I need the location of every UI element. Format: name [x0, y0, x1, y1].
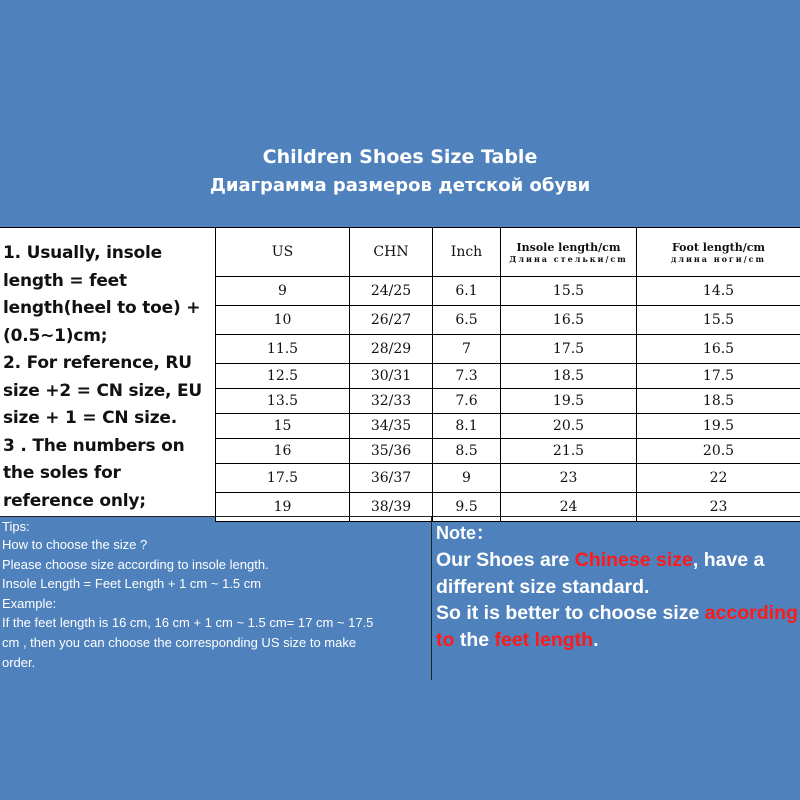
note-highlight-feet-length: feet length — [494, 628, 594, 651]
cell-inch: 9 — [433, 464, 501, 493]
cell-insole: 23 — [501, 464, 637, 493]
tips-panel — [0, 516, 432, 680]
cell-chn: 26/27 — [350, 306, 433, 335]
cell-foot: 22 — [637, 464, 800, 493]
table-row — [216, 464, 800, 493]
tip-line: Example: — [2, 595, 57, 611]
cell-inch: 7.3 — [433, 364, 501, 389]
cell-insole: 15.5 — [501, 277, 637, 306]
note-panel — [433, 516, 800, 680]
cell-us: 13.5 — [216, 389, 350, 414]
cell-chn: 34/35 — [350, 414, 433, 439]
table-row — [216, 389, 800, 414]
cell-foot: 18.5 — [637, 389, 800, 414]
cell-us: 15 — [216, 414, 350, 439]
cell-foot: 19.5 — [637, 414, 800, 439]
note-line: size + 1 = CN size. — [3, 408, 178, 428]
note-line: length(heel to toe) + — [3, 298, 201, 318]
note-text: , have a different size standard. — [436, 549, 765, 598]
table-row — [216, 364, 800, 389]
tip-line: cm , then you can choose the corresponding US size to make — [2, 634, 357, 650]
note-text: the — [454, 628, 495, 651]
cell-chn: 24/25 — [350, 277, 433, 306]
note-text: Our Shoes are — [436, 549, 575, 571]
note-line: (0.5~1)cm; — [3, 325, 108, 346]
cell-foot: 14.5 — [637, 277, 800, 306]
cell-us: 19 — [216, 493, 350, 522]
tips-title: Tips: — [2, 519, 30, 534]
note-text: So it is better to choose size — [436, 602, 705, 624]
table-row — [216, 335, 800, 364]
header-inch: Inch — [433, 228, 501, 277]
note-line: reference only; — [3, 490, 146, 511]
cell-us: 16 — [216, 439, 350, 464]
cell-chn: 36/37 — [350, 464, 433, 493]
header-foot-label-ru: длина ноги/cm — [670, 253, 766, 264]
title-english: Children Shoes Size Table — [262, 146, 538, 168]
header-foot-length — [637, 228, 800, 277]
size-table — [215, 227, 800, 522]
cell-insole: 19.5 — [501, 389, 637, 414]
note-line: 1. Usually, insole — [3, 243, 162, 263]
cell-inch: 7.6 — [433, 389, 501, 414]
header-foot-label: Foot length/cm — [671, 240, 766, 254]
table-row — [216, 277, 800, 306]
size-notes-panel — [0, 227, 215, 516]
tip-line: Please choose size according to insole length. — [2, 556, 269, 572]
cell-inch: 8.5 — [433, 439, 501, 464]
header-insole-length — [501, 228, 637, 277]
cell-insole: 17.5 — [501, 335, 637, 364]
cell-inch: 8.1 — [433, 414, 501, 439]
note-line: length = feet — [3, 270, 127, 291]
cell-foot: 15.5 — [637, 306, 800, 335]
cell-inch: 7 — [433, 335, 501, 364]
cell-chn: 28/29 — [350, 335, 433, 364]
header-insole-label: Insole length/cm — [516, 240, 621, 254]
cell-foot: 16.5 — [637, 335, 800, 364]
cell-chn: 38/39 — [350, 493, 433, 522]
cell-foot: 20.5 — [637, 439, 800, 464]
note-highlight-chinese-size: Chinese size — [574, 549, 693, 571]
table-header-row — [216, 228, 800, 277]
cell-chn: 32/33 — [350, 389, 433, 414]
table-row — [216, 306, 800, 335]
cell-inch: 6.5 — [433, 306, 501, 335]
cell-us: 11.5 — [216, 335, 350, 364]
note-line: 3 . The numbers on — [3, 435, 185, 456]
cell-us: 17.5 — [216, 464, 350, 493]
title-block — [0, 143, 800, 201]
cell-insole: 16.5 — [501, 306, 637, 335]
cell-foot: 17.5 — [637, 364, 800, 389]
cell-chn: 30/31 — [350, 364, 433, 389]
cell-insole: 24 — [501, 493, 637, 522]
title-russian: Диаграмма размеров детской обуви — [209, 175, 591, 196]
tip-line: order. — [2, 654, 36, 670]
cell-insole: 20.5 — [501, 414, 637, 439]
cell-chn: 35/36 — [350, 439, 433, 464]
note-text: . — [593, 628, 599, 651]
tip-line: If the feet length is 16 cm, 16 cm + 1 cm ~ 1.5 cm= 17 cm ~ 17.5 — [2, 615, 374, 631]
note-title: Note： — [436, 523, 494, 543]
note-highlight-according-to: according to — [436, 602, 798, 651]
header-insole-label-ru: Длина стельки/cm — [509, 253, 628, 264]
header-us: US — [216, 228, 350, 277]
cell-us: 12.5 — [216, 364, 350, 389]
note-paragraph-advice — [436, 600, 800, 653]
cell-foot: 23 — [637, 493, 800, 522]
header-chn: CHN — [350, 228, 433, 277]
tip-line: How to choose the size ? — [2, 537, 148, 552]
note-line: 2. For reference, RU — [3, 353, 192, 373]
note-line: size +2 = CN size, EU — [3, 380, 203, 401]
cell-insole: 21.5 — [501, 439, 637, 464]
cell-inch: 9.5 — [433, 493, 501, 522]
note-paragraph-size — [436, 547, 800, 600]
cell-us: 10 — [216, 306, 350, 335]
tip-line: Insole Length = Feet Length + 1 cm ~ 1.5 cm — [2, 576, 262, 592]
note-line: the soles for — [3, 463, 121, 483]
table-row — [216, 414, 800, 439]
cell-inch: 6.1 — [433, 277, 501, 306]
table-row — [216, 439, 800, 464]
cell-insole: 18.5 — [501, 364, 637, 389]
cell-us: 9 — [216, 277, 350, 306]
